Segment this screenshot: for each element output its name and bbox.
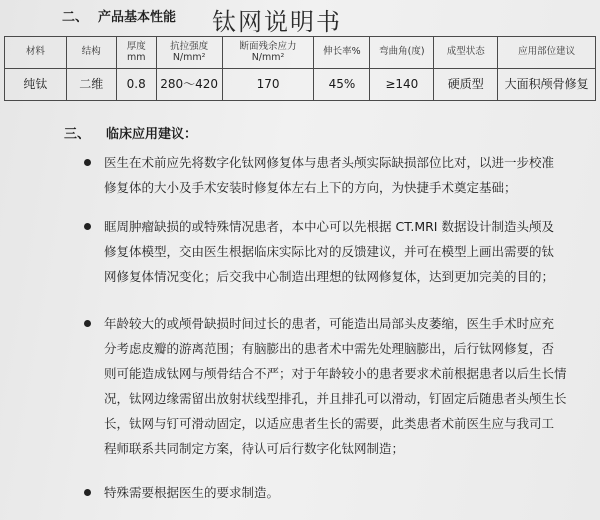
table-header-row [5, 37, 596, 69]
section-2-title: 产品基本性能 [98, 10, 177, 25]
header-thickness: 厚度 mm [116, 37, 156, 69]
cell-structure: 二维 [66, 69, 116, 101]
cell-thickness: 0.8 [116, 69, 156, 101]
cell-forming-state: 硬质型 [434, 69, 498, 101]
item-line: 修复体的大小及手术安装时修复体左右上下的方向，为快捷手术奠定基础； [104, 180, 517, 195]
cell-material: 纯钛 [5, 69, 67, 101]
item-line: 况，钛网边缘需留出放射状线型排孔，并且排孔可以滑动，钉固定后随患者头颅生长 [104, 391, 567, 406]
bullet-icon [84, 320, 91, 327]
cell-residual-stress: 170 [222, 69, 314, 101]
list-item [84, 311, 576, 461]
bullet-icon [84, 489, 91, 496]
header-forming-state: 成型状态 [434, 37, 498, 69]
cell-bend-angle: ≥140 [370, 69, 434, 101]
item-line: 网修复体情况变化；后交我中心制造出理想的钛网修复体，达到更加完美的目的； [104, 269, 555, 284]
section-3-number: 三、 [64, 127, 91, 142]
cell-elongation: 45% [314, 69, 370, 101]
header-bend-angle: 弯曲角(度) [370, 37, 434, 69]
table-row [5, 69, 596, 101]
list-item [84, 150, 576, 200]
list-item [84, 480, 576, 505]
item-line: 眶周肿瘤缺损的或特殊情况患者，本中心可以先根据 CT.MRI 数据设计制造头颅及 [104, 219, 554, 234]
cell-application: 大面积颅骨修复 [498, 69, 596, 101]
section-3-heading [64, 123, 197, 142]
item-line: 医生在术前应先将数字化钛网修复体与患者头颅实际缺损部位比对，以进一步校准 [104, 155, 555, 170]
cell-tensile-strength: 280～420 [156, 69, 222, 101]
section-3-title: 临床应用建议： [106, 127, 198, 142]
header-material: 材料 [5, 37, 67, 69]
header-structure: 结构 [66, 37, 116, 69]
list-item [84, 214, 576, 289]
item-line: 修复体模型，交由医生根据临床实际比对的反馈建议，并可在模型上画出需要的钛 [104, 244, 555, 259]
section-2-heading [62, 6, 176, 25]
header-application: 应用部位建议 [498, 37, 596, 69]
item-line: 长，钛网与钉可滑动固定，以适应患者生长的需要，此类患者术前医生应与我司工 [104, 416, 555, 431]
item-line: 年龄较大的或颅骨缺损时间过长的患者，可能造出局部头皮萎缩，医生手术时应充 [104, 316, 555, 331]
properties-table [4, 36, 596, 101]
bullet-icon [84, 223, 91, 230]
item-line: 特殊需要根据医生的要求制造。 [104, 485, 280, 500]
header-elongation: 伸长率% [314, 37, 370, 69]
bullet-icon [84, 159, 91, 166]
item-line: 程师联系共同制定方案，待认可后行数字化钛网制造； [104, 441, 405, 456]
item-line: 分考虑皮瓣的游离范围；有脑膨出的患者术中需先处理脑膨出，后行钛网修复，否 [104, 341, 555, 356]
header-tensile-strength: 抗拉强度 N/mm² [156, 37, 222, 69]
document-title: 钛网说明书 [212, 8, 342, 36]
section-2-number: 二、 [62, 10, 89, 25]
item-line: 则可能造成钛网与颅骨结合不严；对于年龄较小的患者要求术前根据患者以后生长情 [104, 366, 567, 381]
header-residual-stress: 断面残余应力 N/mm² [222, 37, 314, 69]
